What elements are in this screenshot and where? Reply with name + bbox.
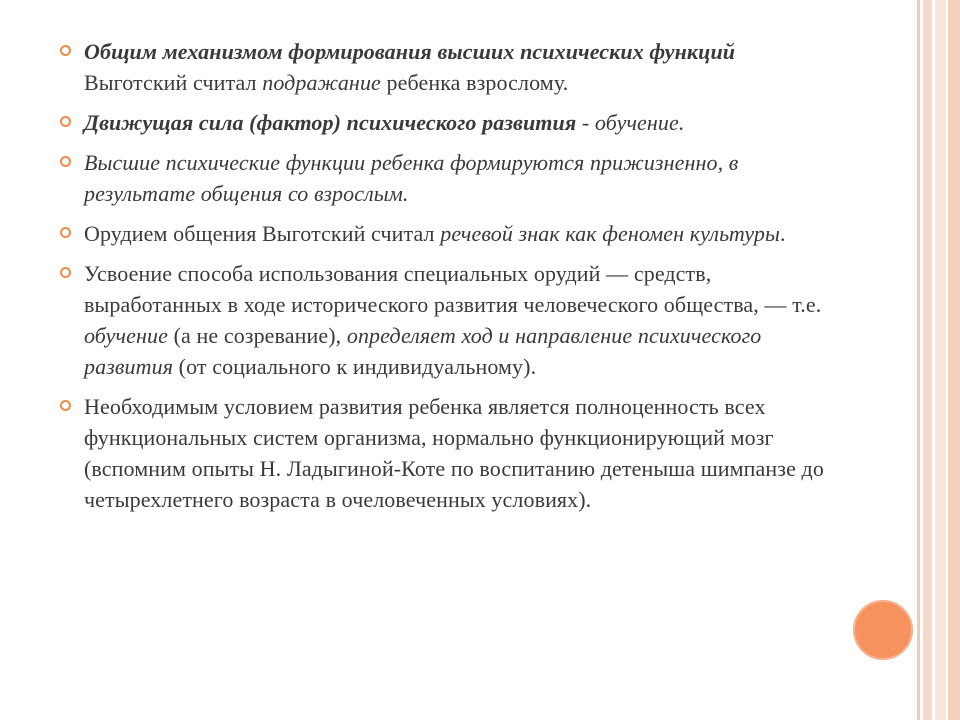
bullet-item	[60, 218, 840, 249]
text: Выготский считал	[84, 70, 263, 95]
bullet-item	[60, 147, 840, 209]
italic-text: обучение.	[594, 110, 685, 135]
bullet-circle-icon	[60, 227, 71, 238]
decor-stripe	[923, 0, 932, 720]
text: (а не созревание),	[168, 323, 347, 348]
bullet-circle-icon	[60, 267, 71, 278]
bold-text: Общим механизмом формирования высших психических функций	[84, 39, 736, 64]
decor-stripe	[948, 0, 960, 720]
bold-text: Движущая сила (фактор) психического развития	[84, 110, 577, 135]
bullet-list	[60, 36, 840, 524]
text: Усвоение способа использования специальных орудий — средств, выработанных в ходе исторического развития человеческого общества, — т.е.	[84, 261, 822, 317]
bullet-circle-icon	[60, 45, 71, 56]
italic-text: речевой знак как феномен культуры	[440, 221, 781, 246]
italic-text: обучение	[84, 323, 168, 348]
text: Орудием общения Выготский считал	[84, 221, 441, 246]
bullet-item	[60, 107, 840, 138]
decor-circle	[853, 600, 913, 660]
bullet-circle-icon	[60, 116, 71, 127]
italic-text: подражание	[262, 70, 381, 95]
text: ребенка взрослому.	[380, 70, 569, 95]
bullet-circle-icon	[60, 400, 71, 411]
text: -	[576, 110, 595, 135]
italic-text: определяет ход и направление психического развития	[84, 323, 762, 379]
text: (от социального к индивидуальному).	[173, 354, 537, 379]
decor-stripe	[935, 0, 946, 720]
bullet-item	[60, 258, 840, 382]
text: .	[780, 221, 786, 246]
bullet-circle-icon	[60, 156, 71, 167]
decor-stripe	[917, 0, 920, 720]
italic-text: Высшие психические функции ребенка формируются прижизненно, в результате общения со взрослым.	[84, 150, 739, 206]
bullet-item	[60, 36, 840, 98]
text: Необходимым условием развития ребенка является полноценность всех функциональных систем организма, нормально функционирующий мозг (вспомним опыты Н. Ладыгиной-Коте по воспитанию детеныша шимпанзе до четырехлетнего возраста в очеловеченных условиях).	[84, 394, 824, 512]
bullet-item	[60, 391, 840, 515]
